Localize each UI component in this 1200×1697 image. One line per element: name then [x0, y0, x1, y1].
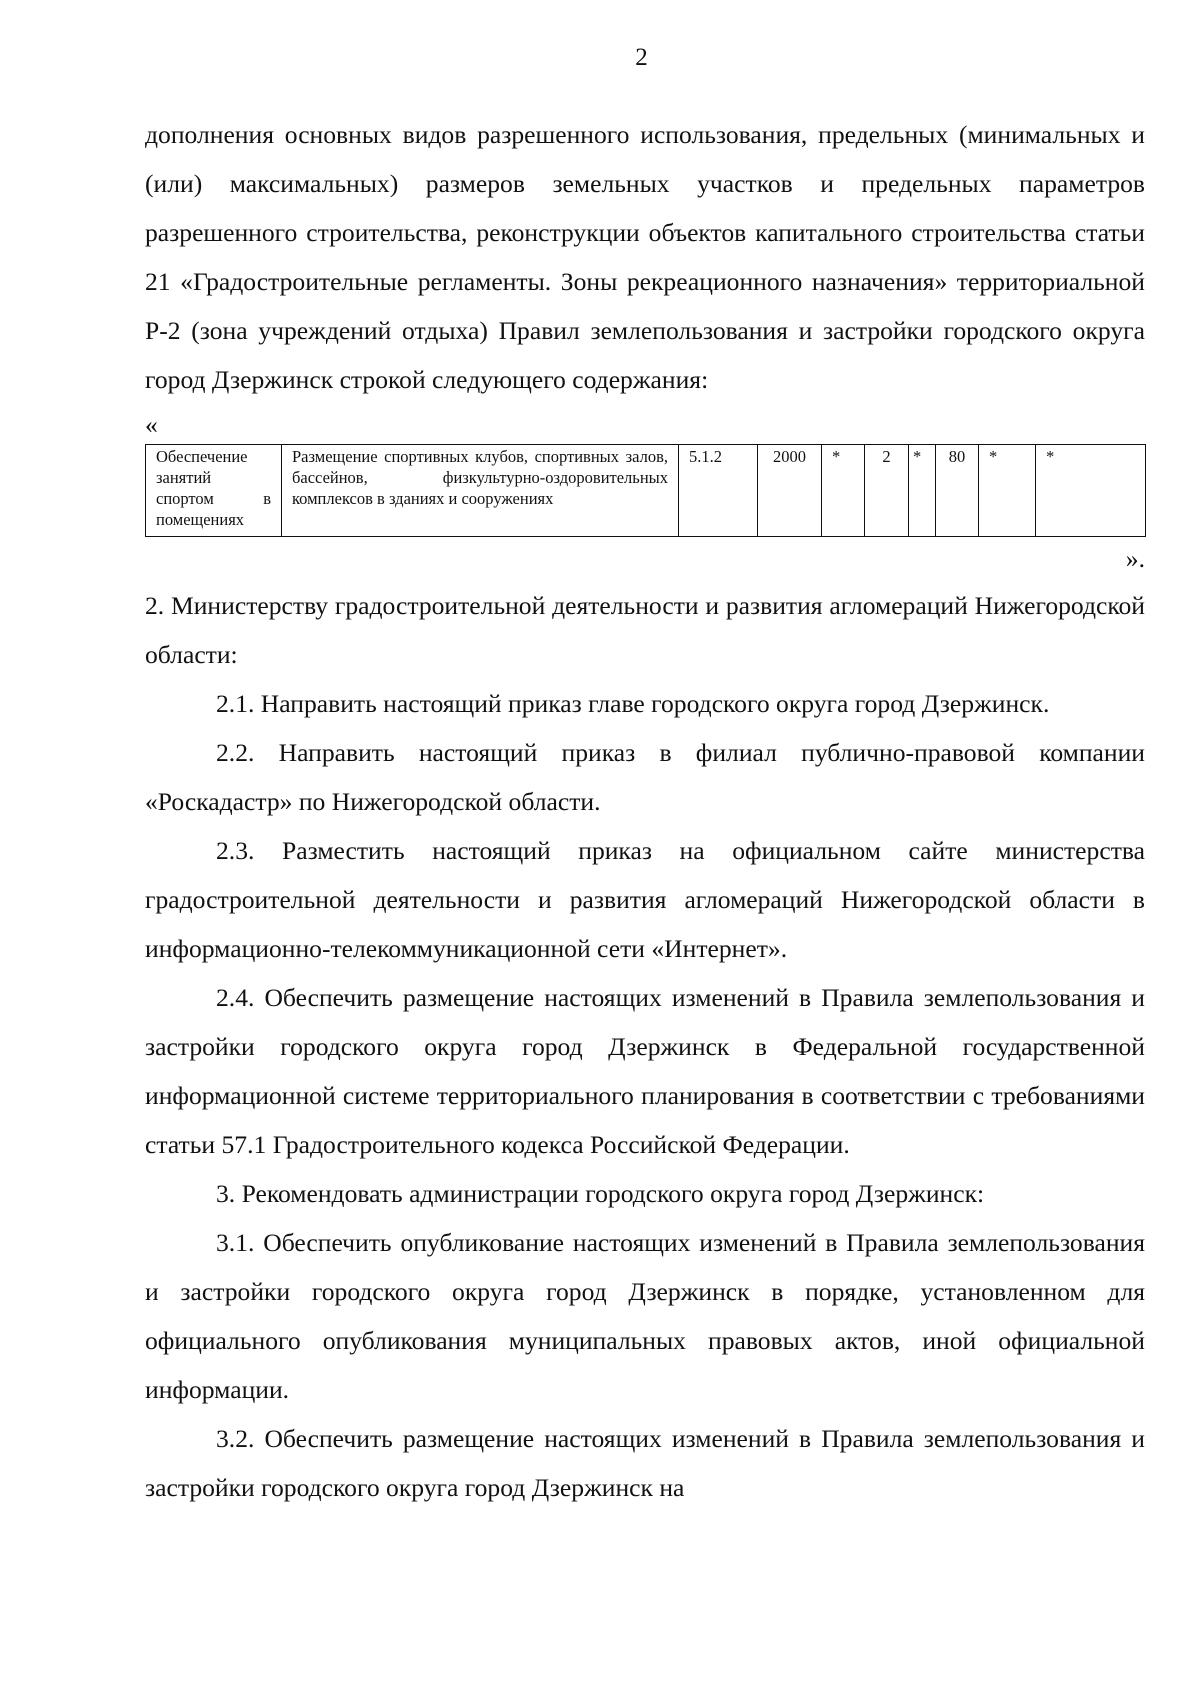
table-cell-value: * — [822, 445, 865, 537]
regulations-table — [145, 444, 1146, 537]
page-number: 2 — [635, 44, 648, 71]
paragraph-2-3: 2.3. Разместить настоящий приказ на официальном сайте министерства градостроительной деятельности и развития агломераций Нижегородской области в информационно-телекоммуникационной сети «Интернет». — [145, 836, 1145, 963]
table-cell-value: * — [1036, 445, 1146, 537]
table-cell-code: 5.1.2 — [679, 445, 758, 537]
paragraph-3: 3. Рекомендовать администрации городского округа город Дзержинск: — [216, 1179, 985, 1208]
paragraph-3-1: 3.1. Обеспечить опубликование настоящих изменений в Правила землепользования и застройки городского округа город Дзержинск в порядке, установленном для официального опубликования муниципальных правовых актов, иной официальной информации. — [145, 1228, 1145, 1404]
intro-paragraph: дополнения основных видов разрешенного использования, предельных (минимальных и (или) максимальных) размеров земельных участков и предельных параметров разрешенного строительства, реконструкции объектов капитального строительства статьи 21 «Градостроительные регламенты. Зоны рекреационного назначения» территориальной Р-2 (зона учреждений отдыха) Правил землепользования и застройки городского округа город Дзержинск строкой следующего содержания: — [145, 120, 1145, 394]
table-cell-value: * — [979, 445, 1036, 537]
table-cell-value: 2000 — [758, 445, 822, 537]
table-row — [146, 445, 1146, 537]
paragraph-3-2: 3.2. Обеспечить размещение настоящих изменений в Правила землепользования и застройки городского округа город Дзержинск на — [145, 1424, 1145, 1502]
table-cell-value: * — [909, 445, 936, 537]
table-cell-value: 80 — [936, 445, 979, 537]
paragraph-2-2: 2.2. Направить настоящий приказ в филиал публично-правовой компании «Роскадастр» по Нижегородской области. — [145, 738, 1145, 816]
paragraph-2: 2. Министерству градостроительной деятельности и развития агломераций Нижегородской области: — [145, 591, 1145, 669]
paragraph-2-1: 2.1. Направить настоящий приказ главе городского округа город Дзержинск. — [216, 689, 1050, 718]
table-cell-use-type: Обеспечение занятий спортом в помещениях — [146, 445, 282, 537]
paragraph-2-4: 2.4. Обеспечить размещение настоящих изменений в Правила землепользования и застройки городского округа город Дзержинск в Федеральной государственной информационной системе территориального планирования в соответствии с требованиями статьи 57.1 Градостроительного кодекса Российской Федерации. — [145, 983, 1145, 1159]
close-quote: ». — [1125, 544, 1145, 573]
document-body — [145, 110, 1145, 1512]
table-cell-value: 2 — [865, 445, 909, 537]
table-cell-description: Размещение спортивных клубов, спортивных залов, бассейнов, физкультурно-оздоровительных комплексов в зданиях и сооружениях — [282, 445, 679, 537]
open-quote: « — [145, 410, 158, 439]
